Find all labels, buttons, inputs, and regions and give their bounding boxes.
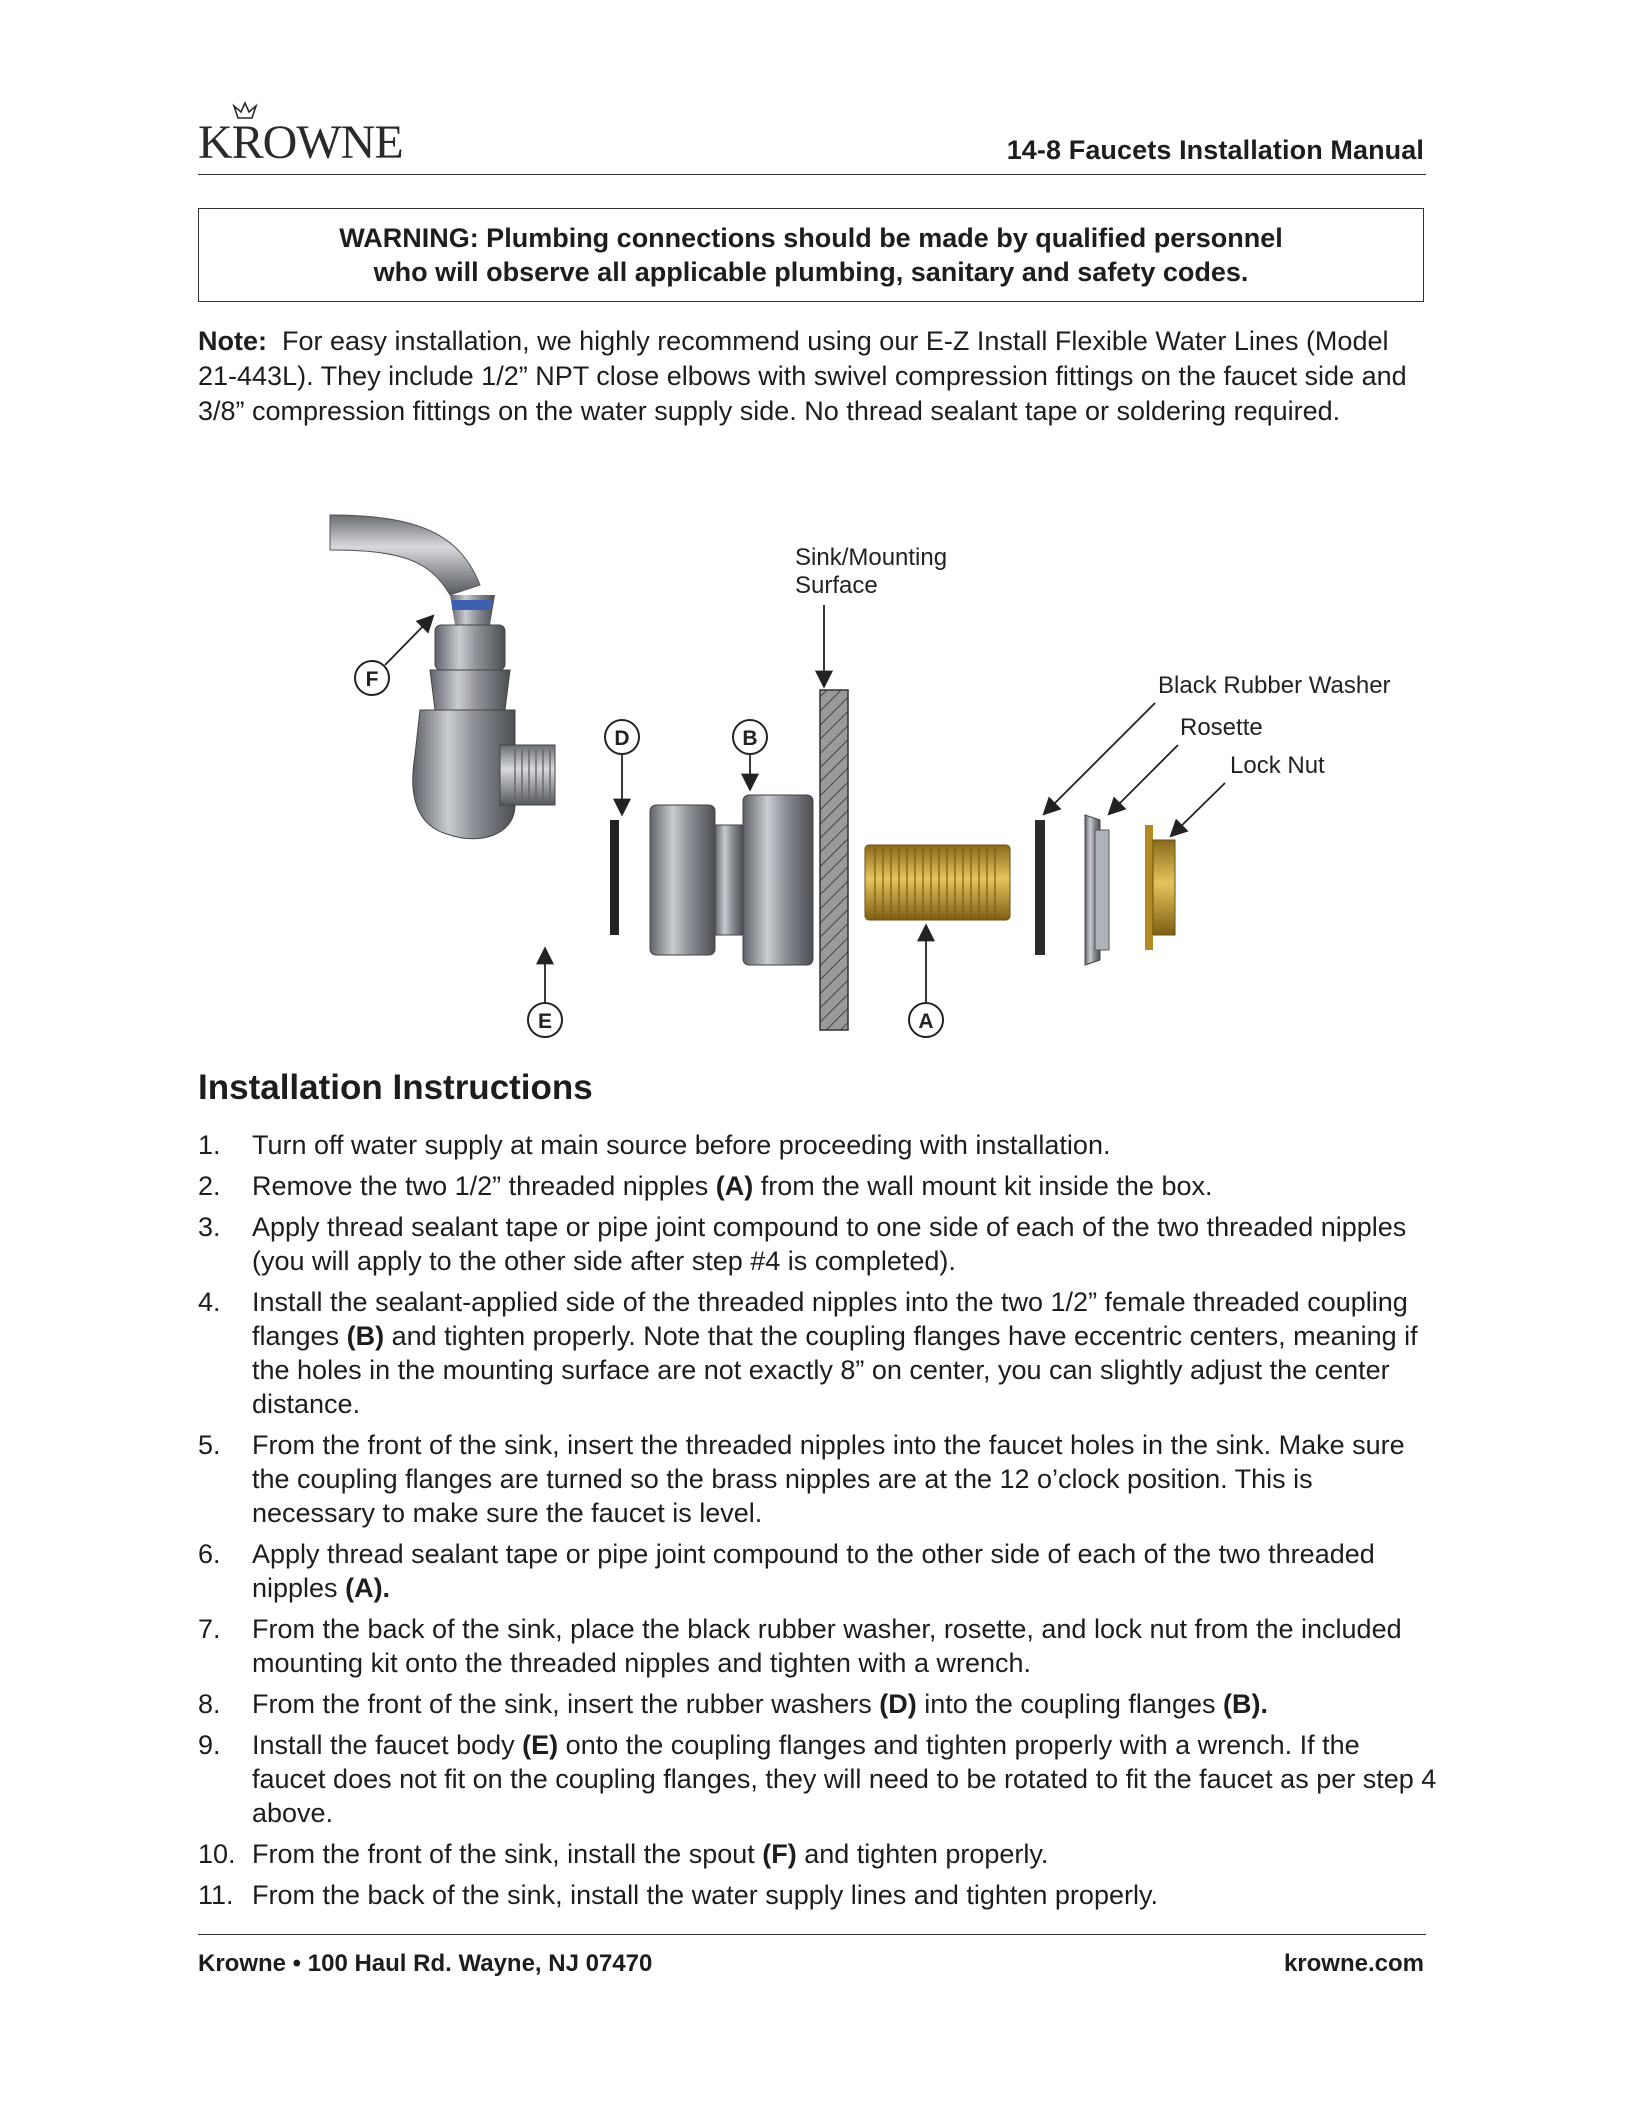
instructions-heading: Installation Instructions bbox=[198, 1068, 593, 1107]
exploded-parts-diagram bbox=[300, 495, 1460, 1060]
step-number: 7. bbox=[198, 1614, 221, 1644]
step-text: From the front of the sink, insert the threaded nipples into the faucet holes in the sink. Make sure the coupling flanges are turned so the brass nipples are at the 12 o’clock position. This is necessary to make sure the faucet is level. bbox=[252, 1430, 1405, 1528]
washer-d bbox=[610, 820, 619, 935]
part-reference: (B). bbox=[1222, 1689, 1268, 1719]
instruction-step bbox=[198, 1210, 1438, 1278]
black-rubber-washer bbox=[1035, 820, 1045, 955]
step-number: 6. bbox=[198, 1539, 221, 1569]
instruction-step bbox=[198, 1878, 1438, 1912]
header-divider bbox=[198, 174, 1426, 175]
warning-line-1: WARNING: Plumbing connections should be made by qualified personnel bbox=[339, 223, 1283, 253]
note-label: Note: bbox=[198, 326, 267, 356]
locknut-arrow bbox=[1172, 783, 1225, 835]
step-text: Remove the two 1/2” threaded nipples bbox=[252, 1171, 716, 1201]
step-number: 9. bbox=[198, 1730, 221, 1760]
part-reference: (E) bbox=[522, 1730, 559, 1760]
threaded-nipple bbox=[865, 845, 1010, 920]
part-reference: (A) bbox=[715, 1171, 754, 1201]
callout-e bbox=[528, 950, 562, 1037]
step-text: Apply thread sealant tape or pipe joint compound to one side of each of the two threaded nipples (you will apply to the other side after step #4 is completed). bbox=[252, 1212, 1407, 1276]
logo-wordmark: KROWNE bbox=[198, 116, 403, 169]
svg-text:A: A bbox=[918, 1010, 934, 1033]
svg-text:B: B bbox=[742, 727, 758, 750]
lock-nut bbox=[1145, 825, 1175, 950]
step-text: Install the faucet body bbox=[252, 1730, 523, 1760]
instruction-step bbox=[198, 1837, 1438, 1871]
faucet-body bbox=[413, 595, 555, 839]
svg-text:F: F bbox=[365, 668, 379, 691]
step-text: from the wall mount kit inside the box. bbox=[753, 1171, 1213, 1201]
step-text: Apply thread sealant tape or pipe joint compound to the other side of each of the two threaded nipples bbox=[252, 1539, 1375, 1603]
svg-text:E: E bbox=[537, 1010, 553, 1033]
instruction-steps bbox=[198, 1128, 1438, 1919]
spout bbox=[330, 515, 480, 595]
blue-indicator-cap bbox=[452, 600, 492, 610]
step-number: 2. bbox=[198, 1171, 221, 1201]
step-text: and tighten properly. Note that the coupling flanges have eccentric centers, meaning if the holes in the mounting surface are not exactly 8” on center, you can slightly adjust the center distance. bbox=[252, 1321, 1418, 1419]
rosette-label: Rosette bbox=[1180, 714, 1263, 741]
instruction-step bbox=[198, 1537, 1438, 1605]
step-number: 10. bbox=[198, 1839, 236, 1869]
callout-f bbox=[355, 617, 432, 695]
step-text: into the coupling flanges bbox=[916, 1689, 1223, 1719]
step-text: Install the sealant-applied side of the threaded nipples into the two 1/2” female threaded coupling flanges bbox=[252, 1287, 1408, 1351]
callout-d bbox=[605, 720, 639, 813]
part-reference: (B) bbox=[346, 1321, 385, 1351]
note-paragraph bbox=[198, 324, 1430, 429]
step-number: 1. bbox=[198, 1130, 221, 1160]
step-text: and tighten properly. bbox=[796, 1839, 1049, 1869]
instruction-step bbox=[198, 1169, 1438, 1203]
step-number: 8. bbox=[198, 1689, 221, 1719]
part-reference: (D) bbox=[879, 1689, 917, 1719]
instruction-step bbox=[198, 1687, 1438, 1721]
washer-arrow bbox=[1045, 703, 1155, 813]
krowne-logo bbox=[198, 100, 418, 170]
step-number: 4. bbox=[198, 1287, 221, 1317]
locknut-label: Lock Nut bbox=[1230, 752, 1325, 779]
sink-label-line-1: Sink/Mounting bbox=[795, 544, 948, 571]
step-number: 5. bbox=[198, 1430, 221, 1460]
note-text: For easy installation, we highly recommend using our E-Z Install Flexible Water Lines (Model 21-443L). They include 1/2” NPT close elbows with swivel compression fittings on the faucet side and 3/8” compression fittings on the water supply side. No thread sealant tape or soldering required. bbox=[198, 326, 1407, 426]
document-title: 14-8 Faucets Installation Manual bbox=[1006, 135, 1424, 165]
instruction-step bbox=[198, 1612, 1438, 1680]
footer-website: krowne.com bbox=[1283, 1950, 1424, 1977]
step-text: Turn off water supply at main source before proceeding with installation. bbox=[252, 1130, 1111, 1160]
part-reference: (F) bbox=[762, 1839, 797, 1869]
instruction-step bbox=[198, 1428, 1438, 1530]
step-text: onto the coupling flanges and tighten properly with a wrench. If the faucet does not fit on the coupling flanges, they will need to be rotated to fit the faucet as per step 4 above. bbox=[252, 1730, 1437, 1828]
rosette bbox=[1085, 815, 1109, 965]
footer-address: Krowne • 100 Haul Rd. Wayne, NJ 07470 bbox=[198, 1950, 653, 1977]
step-number: 3. bbox=[198, 1212, 221, 1242]
svg-text:D: D bbox=[614, 727, 630, 750]
instruction-step bbox=[198, 1128, 1438, 1162]
warning-line-2: who will observe all applicable plumbing, sanitary and safety codes. bbox=[373, 257, 1249, 287]
washer-label: Black Rubber Washer bbox=[1158, 672, 1391, 699]
step-text: From the front of the sink, insert the rubber washers bbox=[252, 1689, 880, 1719]
step-text: From the back of the sink, place the black rubber washer, rosette, and lock nut from the included mounting kit onto the threaded nipples and tighten with a wrench. bbox=[252, 1614, 1402, 1678]
callout-a bbox=[909, 927, 943, 1037]
rosette-arrow bbox=[1110, 745, 1178, 813]
step-text: From the back of the sink, install the water supply lines and tighten properly. bbox=[252, 1880, 1158, 1910]
sink-label-line-2: Surface bbox=[795, 572, 878, 599]
footer-divider bbox=[198, 1934, 1426, 1935]
step-text: From the front of the sink, install the spout bbox=[252, 1839, 763, 1869]
part-reference: (A). bbox=[345, 1573, 391, 1603]
instruction-step bbox=[198, 1728, 1438, 1830]
instruction-step bbox=[198, 1285, 1438, 1421]
callout-b bbox=[733, 720, 767, 788]
coupling-flange bbox=[650, 795, 813, 965]
sink-mounting-surface bbox=[820, 690, 848, 1030]
warning-box bbox=[198, 208, 1424, 302]
step-number: 11. bbox=[198, 1880, 234, 1910]
